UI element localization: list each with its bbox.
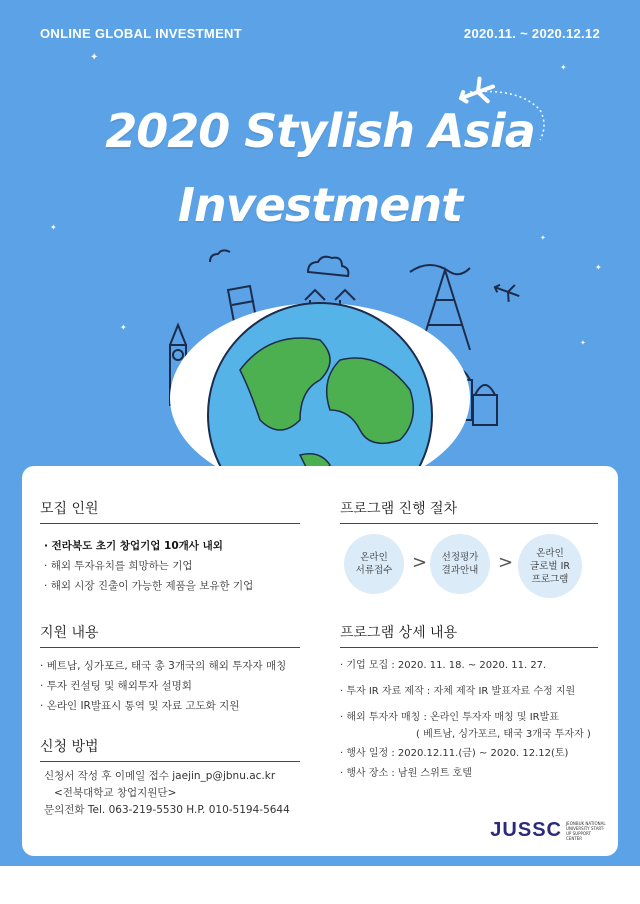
title-line-1: 2020 Stylish Asia [105, 104, 535, 158]
svg-text:✦: ✦ [560, 63, 567, 72]
logo-text: JUSSC [490, 819, 562, 841]
apply-email-line: 신청서 작성 후 이메일 접수 jaejin_p@jbnu.ac.kr [44, 770, 276, 782]
header-date-range: 2020.11. ~ 2020.12.12 [463, 26, 600, 41]
list-item: ( 베트남, 싱가포르, 태국 3개국 투자자 ) [416, 729, 591, 740]
apply-heading: 신청 방법 [40, 736, 300, 762]
process-step-2: 선정평가 결과안내 [430, 534, 490, 594]
process-step-3: 온라인 글로벌 IR 프로그램 [518, 534, 582, 598]
list-item: · 베트남, 싱가포르, 태국 총 3개국의 해외 투자자 매칭 [40, 656, 310, 676]
list-item: · 행사 장소 : 남원 스위트 호텔 [340, 764, 610, 784]
list-item: · 해외 시장 진출이 가능한 제품을 보유한 기업 [44, 576, 304, 596]
apply-contact-line: 문의전화 Tel. 063-219-5530 H.P. 010-5194-5644 [44, 804, 290, 816]
title-line-2: Investment [177, 178, 463, 232]
list-item: · 온라인 IR발표시 통역 및 자료 고도화 지원 [40, 696, 310, 716]
apply-info [44, 768, 324, 819]
chevron-right-icon: > [498, 552, 514, 573]
svg-text:✦: ✦ [540, 234, 546, 242]
svg-text:✦: ✦ [120, 323, 127, 332]
cloud-icons [210, 250, 470, 276]
chevron-right-icon: > [412, 552, 428, 573]
process-step-1: 온라인 서류접수 [344, 534, 404, 594]
header-label: ONLINE GLOBAL INVESTMENT [40, 26, 242, 41]
recruit-heading: 모집 인원 [40, 498, 300, 524]
airplane-small-icon [492, 279, 523, 305]
support-heading: 지원 내용 [40, 622, 300, 648]
support-list [40, 656, 310, 716]
list-item: · 해외 투자자 매칭 : 온라인 투자자 매칭 및 IR발표 [340, 708, 610, 728]
list-item: · 기업 모집 : 2020. 11. 18. ~ 2020. 11. 27. [340, 656, 610, 676]
info-card [22, 466, 618, 856]
svg-text:✦: ✦ [595, 263, 602, 272]
details-heading: 프로그램 상세 내용 [340, 622, 598, 648]
svg-text:✦: ✦ [50, 223, 57, 232]
jussc-logo [490, 819, 606, 842]
svg-text:✦: ✦ [580, 339, 586, 347]
list-item: · 투자 컨설팅 및 해외투자 설명회 [40, 676, 310, 696]
list-item: · 투자 IR 자료 제작 : 자체 제작 IR 발표자료 수정 지원 [340, 682, 610, 702]
process-heading: 프로그램 진행 절차 [340, 498, 598, 524]
apply-org-line: <전북대학교 창업지원단> [54, 787, 177, 799]
list-item: · 행사 일정 : 2020.12.11.(금) ~ 2020. 12.12(토) [340, 744, 610, 764]
list-item: · 해외 투자유치를 희망하는 기업 [44, 556, 304, 576]
svg-text:✦: ✦ [90, 52, 99, 63]
details-list [340, 656, 610, 784]
recruit-list [44, 536, 304, 596]
logo-subtitle: JEONBUK NATIONAL UNIVERSITY START-UP SUPPORT CENTER [566, 820, 606, 841]
list-item: · 전라북도 초기 창업기업 10개사 내외 [44, 536, 304, 556]
